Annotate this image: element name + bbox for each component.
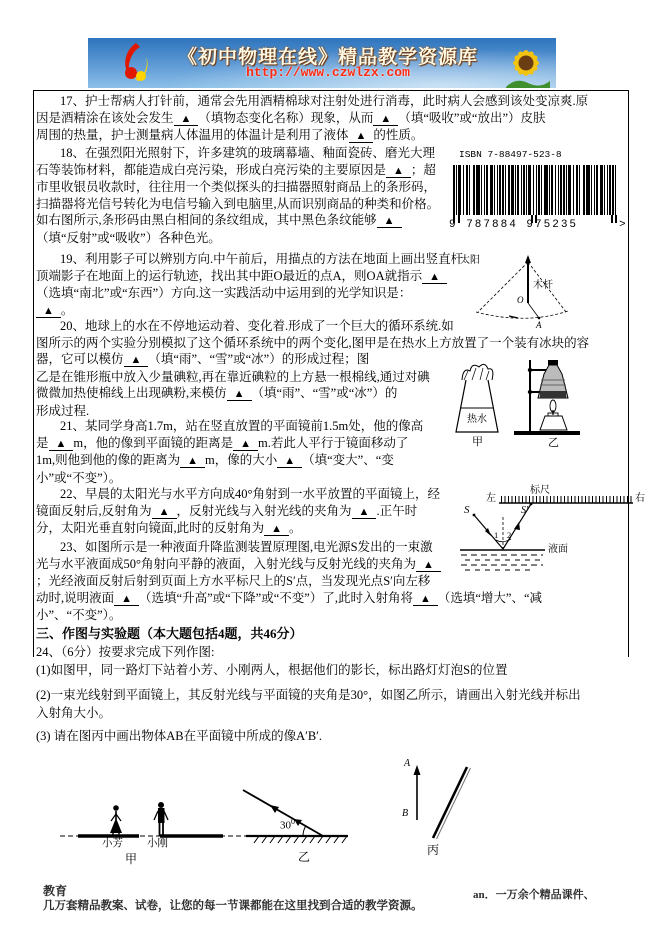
pole-sun-label: 太阳 — [460, 255, 480, 266]
question-22: 22、早晨的太阳光与水平方向成40°角射到一水平放置的平面镜上，经 镜面反射后,反射角为 ▲ ，反射光线与入射光线的夹角为 ▲ .正午时 分，太阳光垂直射向镜面,此时的反射角为 ▲ 。 — [36, 487, 441, 536]
mirror-image-figure — [393, 753, 488, 861]
cycle-yi-label: 乙 — [548, 437, 559, 449]
liquid-level-drawing — [455, 487, 655, 583]
cycle-jia-label: 甲 — [472, 436, 483, 448]
question-20: 20、地球上的水在不停地运动着、变化着.形成了一个巨大的循环系统.如 图所示的两个实验分别模拟了这个循环系统中的两个变化,图甲是在热水上方放置了一个装有冰块的容 器，它可以模仿 ▲ （填“雨”、“雪”或“冰”）的形成过程；图 乙是在锥形瓶中放入少量碘粒,再在靠近碘粒的上方悬一根棉线,通过对碘 微微加热使棉线上出现碘粉,来模仿 ▲ （填“雨”、“雪”或“冰”）的 形成过程. — [36, 319, 590, 418]
barcode-caret: > — [619, 219, 626, 231]
mirror-image-bing-label: 丙 — [427, 843, 440, 857]
mirror-ray-figure — [238, 780, 363, 875]
question-19: 19、利用影子可以辨别方向.中午前后，用描点的方法在地面上画出竖直杆 顶端影子在地面上的运行轨迹，找出其中距O最近的点A，则OA就指示 ▲ （选填“南北”或“东西”）方向.这一实践活动中运用到的光学知识是： ▲ 。 — [36, 252, 464, 317]
barcode-digits: 9 787884 975235 — [449, 219, 579, 231]
level-source-label: S — [464, 504, 470, 516]
question-23: 23、如图所示是一种液面升降监测装置原理图,电光源S发出的一束激 光与水平液面成50°角射向平静的液面，入射光线与反射光线的夹角为 ▲ ；光经液面反射后射到页面上方水平标尺上的S′点，当发现光点S′向左移 动时,说明液面 ▲ （选填“升高”或“下降”或“不变”）了,此时入射角将 ▲ （选填“增大”、“减 小”、“不变”）。 — [36, 540, 542, 623]
street-lamp-figure — [55, 795, 255, 871]
street-lamp-drawing — [55, 795, 255, 871]
question-17: 17、护士帮病人打针前，通常会先用酒精棉球对注射处进行消毒，此时病人会感到该处变凉爽.原 因是酒精涂在该处会发生 ▲ （填物态变化名称）现象，从而 ▲ （填“吸收”或“放出”）皮肤 周围的热量，护士测量病人体温用的体温计是利用了液体 ▲ 的性质。 — [36, 94, 589, 143]
mirror-ray-angle-label — [280, 816, 295, 832]
site-logo-icon — [116, 41, 162, 85]
barcode-isbn-label: ISBN 7-88497-523-8 — [459, 149, 562, 160]
footer-edu-label: 教育 — [43, 884, 68, 898]
street-person1-label: 小芳 — [102, 838, 123, 849]
pole-rod-label: 木杆 — [533, 280, 553, 291]
question-21: 21、某同学身高1.7m，站在竖直放置的平面镜前1.5m处，他的像高 是 ▲ m，他的像到平面镜的距离是 ▲ m.若此人平行于镜面移动了 1m,则他到他的像的距离为 ▲ m，像的大小 ▲ （填“变大”、“变 小”或“不变”）。 — [36, 419, 424, 485]
level-left-label: 左 — [486, 493, 496, 504]
level-right-label: 右 — [635, 493, 645, 504]
mirror-image-drawing — [393, 753, 488, 861]
angle-degree-mark: 0 — [291, 817, 295, 826]
object-a-label: A — [404, 758, 411, 769]
cycle-hotwater-label: 热水 — [467, 414, 487, 425]
level-ruler-label: 标尺 — [530, 485, 550, 496]
level-image-point-label: S′ — [521, 505, 529, 516]
level-angle2-label: 2 — [507, 530, 512, 540]
question-24-part1: (1)如图甲，同一路灯下站着小芳、小刚两人，根据他们的影长，标出路灯灯泡S的位置 — [36, 663, 508, 677]
pole-a-label: A — [536, 320, 542, 330]
footer-left-text: 几万套精品教案、试卷，让您的每一节课都能在这里找到合适的教学资源。 — [43, 900, 423, 912]
object-b-label: B — [402, 808, 409, 819]
site-banner — [88, 38, 556, 88]
section-3-heading: 三、作图与实验题（本大题包括4题，共46分） — [36, 626, 303, 641]
level-surface-label: 液面 — [548, 544, 568, 555]
pole-o-label: O — [517, 295, 524, 305]
question-24-part2: (2)一束光线射到平面镜上，其反射光线与平面镜的夹角是30°，如图乙所示，请画出入射光线并标出 入射角大小。 — [36, 688, 581, 720]
banner-url: http://www.czwlzx.com — [246, 65, 410, 80]
question-24-part3: (3) 请在图丙中画出物体AB在平面镜中所成的像A′B′. — [36, 729, 323, 743]
footer-right-text: an．一万余个精品课件、 — [473, 889, 595, 901]
barcode-figure — [445, 143, 630, 245]
level-angle1-label: 1 — [494, 530, 499, 540]
question-24-intro: 24、（6分）按要求完成下列作图: — [36, 645, 215, 659]
water-cycle-figure — [452, 358, 628, 453]
shadow-pole-figure — [452, 250, 630, 334]
sunflower-icon — [496, 41, 554, 88]
angle-value: 30 — [280, 819, 291, 832]
liquid-level-figure — [455, 487, 655, 583]
question-18: 18、在强烈阳光照射下，许多建筑的玻璃幕墙、釉面瓷砖、磨光大理 石等装饰材料，都能造成白亮污染，形成白亮污染的主要原因是 ▲ ；超 市里收银员收款时，往往用一个类似探头的扫描器照射商品上的条形码， 扫描器将光信号转化为电信号输入到电脑里,从而识别商品的种类和价格。 如右图所示,条形码由黑白相间的条纹组成，其中黑色条纹能够 ▲ （填“反射”或“吸收”）各种色光。 — [36, 146, 440, 245]
mirror-ray-yi-label: 乙 — [298, 850, 311, 864]
banner-title: 《初中物理在线》精品教学资源库 — [177, 47, 478, 68]
street-jia-label: 甲 — [125, 852, 138, 866]
street-person2-label: 小刚 — [147, 838, 168, 849]
